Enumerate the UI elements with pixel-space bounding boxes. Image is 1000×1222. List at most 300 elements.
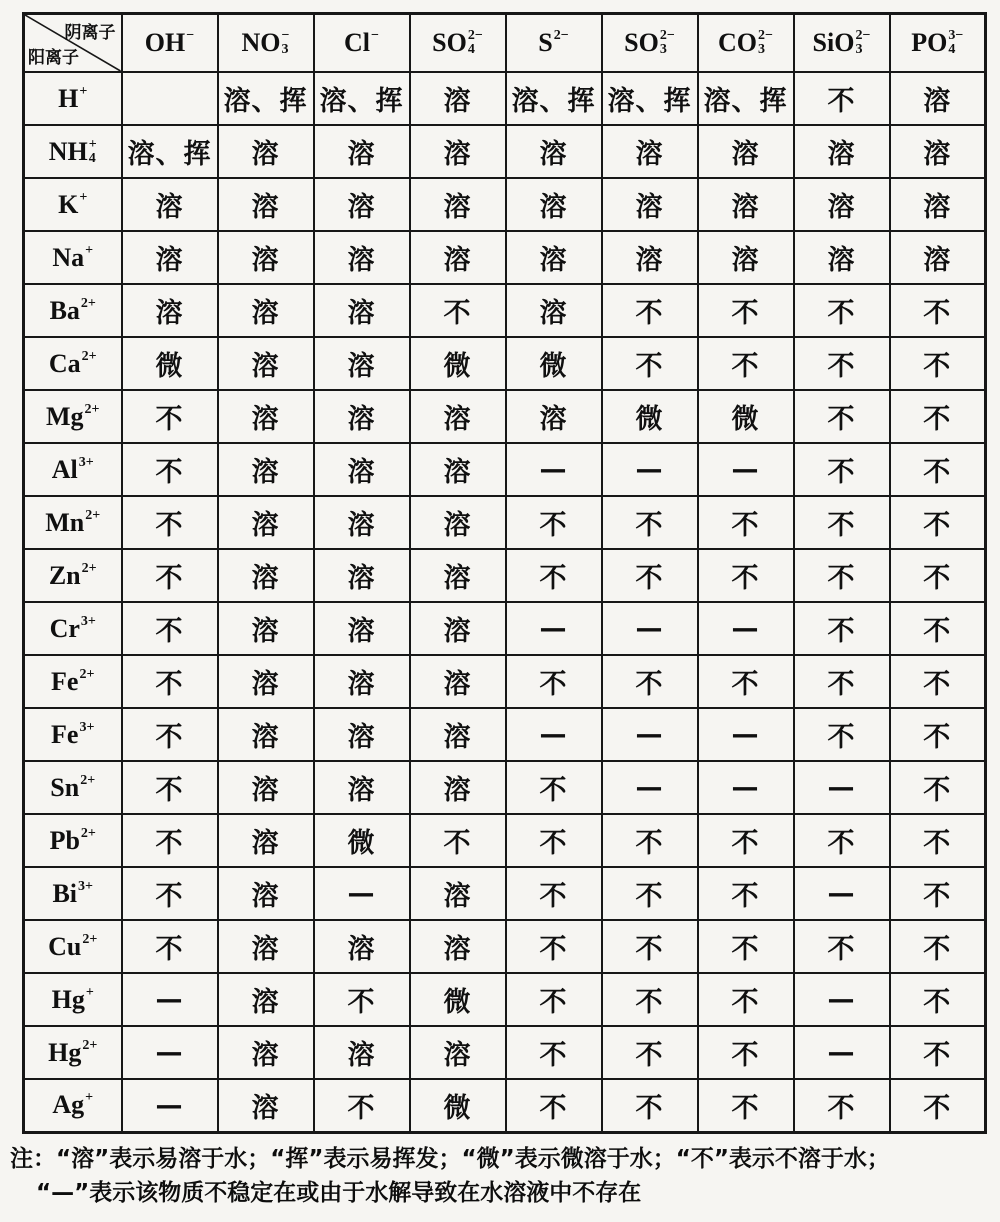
solubility-cell: [218, 920, 314, 973]
cation-axis-label: 阳离子: [28, 48, 79, 68]
solubility-value: 溶: [251, 669, 280, 700]
solubility-cell: [602, 814, 698, 867]
ion-formula: Hg +: [51, 984, 94, 1014]
cation-header: [24, 708, 122, 761]
solubility-cell: [506, 549, 602, 602]
solubility-value: 溶: [347, 457, 376, 488]
cation-header: [24, 814, 122, 867]
solubility-cell: [218, 708, 314, 761]
cation-row: [24, 867, 986, 920]
solubility-cell: [890, 125, 986, 178]
solubility-cell: [218, 602, 314, 655]
solubility-cell: [890, 1026, 986, 1079]
cation-header: [24, 284, 122, 337]
solubility-value: —: [731, 613, 760, 644]
solubility-value: 不: [635, 510, 664, 541]
solubility-value: 溶: [539, 404, 568, 435]
solubility-value: 不: [923, 510, 952, 541]
solubility-cell: [794, 973, 890, 1026]
solubility-value: —: [827, 878, 856, 909]
solubility-cell: [602, 973, 698, 1026]
solubility-cell: [122, 814, 218, 867]
solubility-value: 溶: [443, 775, 472, 806]
solubility-value: 溶、挥: [127, 139, 212, 170]
solubility-cell: [506, 443, 602, 496]
solubility-cell: [698, 178, 794, 231]
solubility-cell: [794, 284, 890, 337]
anion-header: [506, 14, 602, 73]
solubility-value: 不: [635, 563, 664, 594]
solubility-value: —: [827, 772, 856, 803]
corner-cell: [24, 14, 122, 73]
solubility-cell: [410, 72, 506, 125]
ion-formula: CO 2− 3: [718, 28, 773, 57]
solubility-value: 溶: [827, 245, 856, 276]
solubility-value: 溶: [251, 987, 280, 1018]
solubility-value: 不: [155, 563, 184, 594]
solubility-cell: [890, 920, 986, 973]
solubility-cell: [794, 390, 890, 443]
solubility-cell: [698, 920, 794, 973]
solubility-value: 溶: [155, 192, 184, 223]
solubility-cell: [890, 549, 986, 602]
solubility-cell: [218, 549, 314, 602]
solubility-value: 微: [443, 351, 472, 382]
solubility-cell: [410, 390, 506, 443]
solubility-value: 不: [539, 669, 568, 700]
solubility-value: 溶: [923, 192, 952, 223]
solubility-cell: [122, 390, 218, 443]
solubility-value: —: [731, 719, 760, 750]
solubility-value: 微: [635, 404, 664, 435]
cation-header: [24, 1026, 122, 1079]
solubility-cell: [218, 1026, 314, 1079]
solubility-value: 微: [539, 351, 568, 382]
solubility-value: 溶: [347, 563, 376, 594]
solubility-value: 溶: [443, 881, 472, 912]
cation-row: [24, 496, 986, 549]
solubility-value: 溶: [251, 351, 280, 382]
solubility-cell: [314, 549, 410, 602]
solubility-cell: [122, 125, 218, 178]
solubility-value: 溶、挥: [319, 86, 404, 117]
cation-header: [24, 602, 122, 655]
solubility-value: 不: [635, 351, 664, 382]
solubility-cell: [602, 708, 698, 761]
solubility-cell: [506, 337, 602, 390]
solubility-cell: [602, 761, 698, 814]
solubility-value: 溶: [635, 139, 664, 170]
solubility-value: 不: [923, 828, 952, 859]
ion-formula: PO 3− 4: [911, 28, 964, 57]
anion-header: [602, 14, 698, 73]
solubility-cell: [794, 549, 890, 602]
solubility-value: —: [635, 772, 664, 803]
solubility-cell: [890, 178, 986, 231]
anion-header: [122, 14, 218, 73]
solubility-value: 溶: [539, 298, 568, 329]
solubility-value: 不: [827, 404, 856, 435]
solubility-cell: [698, 602, 794, 655]
footnote-line1: 注：“溶”表示易溶于水；“挥”表示易挥发；“微”表示微溶于水；“不”表示不溶于水；: [10, 1146, 890, 1172]
solubility-value: 不: [923, 934, 952, 965]
solubility-cell: [602, 496, 698, 549]
solubility-cell: [314, 602, 410, 655]
cation-header: [24, 549, 122, 602]
solubility-value: 不: [731, 563, 760, 594]
solubility-value: 溶: [731, 245, 760, 276]
solubility-cell: [602, 1079, 698, 1132]
solubility-cell: [506, 125, 602, 178]
solubility-value: 溶: [155, 245, 184, 276]
solubility-cell: [602, 72, 698, 125]
solubility-value: 不: [827, 722, 856, 753]
solubility-value: 溶: [827, 139, 856, 170]
solubility-cell: [122, 231, 218, 284]
cation-row: [24, 920, 986, 973]
solubility-value: 溶: [251, 457, 280, 488]
solubility-value: 不: [731, 298, 760, 329]
solubility-value: 不: [539, 881, 568, 912]
ion-formula: Al 3+: [51, 454, 94, 484]
solubility-cell: [314, 284, 410, 337]
solubility-value: 微: [731, 404, 760, 435]
ion-formula: Ca 2+: [48, 348, 97, 378]
solubility-value: 溶: [251, 616, 280, 647]
solubility-cell: [314, 973, 410, 1026]
solubility-value: 微: [443, 987, 472, 1018]
cation-row: [24, 72, 986, 125]
solubility-value: 溶: [347, 245, 376, 276]
solubility-cell: [218, 496, 314, 549]
solubility-cell: [890, 443, 986, 496]
solubility-value: 溶、挥: [703, 86, 788, 117]
ion-formula: Zn 2+: [48, 560, 97, 590]
solubility-value: 不: [731, 669, 760, 700]
solubility-value: 不: [923, 563, 952, 594]
anion-axis-label: 阴离子: [64, 23, 116, 43]
solubility-cell: [698, 337, 794, 390]
solubility-cell: [314, 443, 410, 496]
solubility-value: 不: [923, 775, 952, 806]
solubility-value: 不: [155, 510, 184, 541]
solubility-value: 不: [827, 351, 856, 382]
solubility-cell: [122, 178, 218, 231]
solubility-value: 溶: [251, 722, 280, 753]
solubility-cell: [314, 1026, 410, 1079]
solubility-cell: [218, 443, 314, 496]
solubility-value: 不: [827, 510, 856, 541]
solubility-value: 溶: [923, 139, 952, 170]
solubility-cell: [890, 602, 986, 655]
cation-row: [24, 549, 986, 602]
solubility-value: 不: [923, 1040, 952, 1071]
ion-formula: NH + 4: [48, 136, 97, 166]
ion-formula: Na +: [52, 242, 94, 272]
solubility-value: 溶: [443, 457, 472, 488]
solubility-value: —: [155, 1089, 184, 1121]
solubility-value: 不: [827, 828, 856, 859]
solubility-cell: [698, 761, 794, 814]
cation-header: [24, 178, 122, 231]
cation-header: [24, 867, 122, 920]
solubility-cell: [794, 496, 890, 549]
solubility-value: 不: [539, 510, 568, 541]
cation-row: [24, 1079, 986, 1132]
solubility-cell: [218, 655, 314, 708]
cation-header: [24, 390, 122, 443]
solubility-value: 不: [731, 828, 760, 859]
solubility-value: 不: [731, 1040, 760, 1071]
solubility-value: 不: [827, 563, 856, 594]
anion-header: [410, 14, 506, 73]
solubility-value: 不: [635, 987, 664, 1018]
solubility-value: 不: [539, 1040, 568, 1071]
solubility-cell: [794, 1079, 890, 1132]
ion-formula: NO − 3: [241, 28, 290, 57]
solubility-cell: [122, 761, 218, 814]
solubility-cell: [314, 125, 410, 178]
solubility-value: 溶: [443, 934, 472, 965]
solubility-cell: [314, 1079, 410, 1132]
solubility-value: 溶: [539, 192, 568, 223]
cation-row: [24, 973, 986, 1026]
solubility-value: 不: [923, 404, 952, 435]
solubility-value: 溶: [443, 616, 472, 647]
solubility-value: 不: [923, 616, 952, 647]
solubility-cell: [122, 443, 218, 496]
solubility-cell: [794, 761, 890, 814]
cation-row: [24, 337, 986, 390]
cation-row: [24, 761, 986, 814]
solubility-cell: [410, 231, 506, 284]
solubility-value: 溶: [347, 616, 376, 647]
solubility-value: 不: [731, 987, 760, 1018]
solubility-value: 不: [731, 351, 760, 382]
solubility-cell: [602, 549, 698, 602]
cation-header: [24, 337, 122, 390]
anion-header: [218, 14, 314, 73]
solubility-value: 不: [635, 669, 664, 700]
solubility-value: 不: [155, 457, 184, 488]
solubility-cell: [314, 655, 410, 708]
solubility-cell: [218, 814, 314, 867]
solubility-cell: [506, 920, 602, 973]
solubility-value: 溶: [443, 722, 472, 753]
solubility-value: 不: [827, 298, 856, 329]
solubility-value: 不: [635, 828, 664, 859]
ion-formula: Mn 2+: [45, 507, 101, 537]
solubility-value: 不: [923, 881, 952, 912]
cation-header: [24, 231, 122, 284]
solubility-cell: [122, 708, 218, 761]
solubility-value: —: [827, 1037, 856, 1068]
solubility-cell: [314, 708, 410, 761]
solubility-value: 不: [923, 669, 952, 700]
solubility-value: 溶: [251, 510, 280, 541]
cation-header: [24, 920, 122, 973]
solubility-cell: [506, 284, 602, 337]
solubility-table: [22, 12, 987, 1134]
solubility-cell: [410, 973, 506, 1026]
solubility-cell: [794, 708, 890, 761]
solubility-cell: [122, 867, 218, 920]
solubility-value: 微: [443, 1092, 472, 1124]
ion-formula: Hg 2+: [48, 1037, 98, 1067]
solubility-cell: [890, 708, 986, 761]
solubility-cell: [890, 496, 986, 549]
cation-header: [24, 761, 122, 814]
solubility-value: 不: [731, 1092, 760, 1124]
ion-formula: Ag +: [52, 1090, 94, 1120]
solubility-cell: [314, 920, 410, 973]
solubility-value: 溶: [827, 192, 856, 223]
solubility-cell: [506, 1079, 602, 1132]
solubility-value: 溶: [251, 1040, 280, 1071]
solubility-cell: [122, 284, 218, 337]
ion-formula: Cr 3+: [49, 613, 96, 643]
solubility-value: 溶: [635, 245, 664, 276]
solubility-cell: [602, 337, 698, 390]
solubility-value: 溶: [347, 351, 376, 382]
solubility-cell: [410, 496, 506, 549]
anion-header: [890, 14, 986, 73]
solubility-cell: [794, 231, 890, 284]
cation-row: [24, 814, 986, 867]
solubility-cell: [602, 178, 698, 231]
solubility-cell: [410, 655, 506, 708]
solubility-cell: [314, 814, 410, 867]
solubility-cell: [218, 1079, 314, 1132]
solubility-value: 溶: [443, 192, 472, 223]
solubility-value: —: [539, 719, 568, 750]
solubility-cell: [410, 284, 506, 337]
solubility-cell: [506, 178, 602, 231]
solubility-cell: [506, 814, 602, 867]
solubility-value: 溶: [923, 245, 952, 276]
solubility-value: 不: [539, 775, 568, 806]
solubility-cell: [122, 549, 218, 602]
ion-formula: Mg 2+: [45, 401, 100, 431]
solubility-cell: [890, 814, 986, 867]
solubility-value: 溶: [347, 775, 376, 806]
solubility-cell: [698, 390, 794, 443]
solubility-value: 溶: [731, 192, 760, 223]
solubility-cell: [410, 1079, 506, 1132]
table-body: [24, 72, 986, 1132]
solubility-value: 不: [539, 828, 568, 859]
cation-row: [24, 390, 986, 443]
solubility-cell: [506, 1026, 602, 1079]
solubility-cell: [602, 867, 698, 920]
solubility-value: 不: [155, 669, 184, 700]
solubility-value: 不: [827, 616, 856, 647]
solubility-value: 不: [827, 86, 856, 117]
solubility-cell: [506, 231, 602, 284]
solubility-cell: [794, 125, 890, 178]
solubility-cell: [410, 549, 506, 602]
ion-formula: Pb 2+: [49, 825, 96, 855]
solubility-value: —: [731, 772, 760, 803]
solubility-value: 溶: [347, 404, 376, 435]
solubility-value: 不: [347, 987, 376, 1018]
solubility-cell: [506, 602, 602, 655]
solubility-cell: [794, 655, 890, 708]
solubility-cell: [890, 390, 986, 443]
solubility-value: 不: [539, 934, 568, 965]
solubility-value: 不: [155, 722, 184, 753]
cation-row: [24, 284, 986, 337]
solubility-value: 溶: [251, 563, 280, 594]
solubility-cell: [698, 284, 794, 337]
solubility-cell: [698, 708, 794, 761]
solubility-value: 溶: [443, 404, 472, 435]
cation-header: [24, 72, 122, 125]
solubility-cell: [602, 231, 698, 284]
solubility-value: 不: [155, 616, 184, 647]
anion-header: [698, 14, 794, 73]
solubility-cell: [794, 337, 890, 390]
solubility-value: 溶: [443, 563, 472, 594]
solubility-cell: [122, 496, 218, 549]
solubility-cell: [410, 814, 506, 867]
ion-formula: Sn 2+: [50, 772, 96, 802]
ion-formula: OH −: [144, 28, 195, 57]
cation-header: [24, 973, 122, 1026]
solubility-cell: [890, 655, 986, 708]
ion-formula: Fe 3+: [51, 719, 95, 749]
solubility-value: 微: [155, 351, 184, 382]
solubility-cell: [698, 814, 794, 867]
solubility-value: 溶: [347, 669, 376, 700]
solubility-cell: [794, 814, 890, 867]
cation-row: [24, 708, 986, 761]
solubility-cell: [794, 920, 890, 973]
solubility-cell: [602, 920, 698, 973]
solubility-value: 溶、挥: [511, 86, 596, 117]
solubility-cell: [698, 496, 794, 549]
solubility-value: —: [635, 719, 664, 750]
solubility-cell: [218, 125, 314, 178]
solubility-value: 不: [923, 351, 952, 382]
solubility-value: 溶、挥: [607, 86, 692, 117]
solubility-cell: [218, 231, 314, 284]
solubility-cell: [218, 390, 314, 443]
solubility-value: —: [155, 1037, 184, 1068]
solubility-cell: [314, 761, 410, 814]
solubility-value: 不: [923, 987, 952, 1018]
solubility-value: —: [635, 613, 664, 644]
ion-formula: Cu 2+: [48, 931, 98, 961]
solubility-cell: [698, 867, 794, 920]
solubility-cell: [218, 337, 314, 390]
solubility-cell: [890, 231, 986, 284]
solubility-cell: [122, 602, 218, 655]
solubility-cell: [410, 337, 506, 390]
solubility-cell: [890, 973, 986, 1026]
solubility-cell: [890, 337, 986, 390]
solubility-value: —: [539, 613, 568, 644]
solubility-value: 溶: [539, 245, 568, 276]
solubility-cell: [410, 602, 506, 655]
solubility-cell: [410, 761, 506, 814]
solubility-value: 溶: [347, 192, 376, 223]
cation-header: [24, 125, 122, 178]
solubility-cell: [314, 867, 410, 920]
solubility-cell: [602, 443, 698, 496]
solubility-cell: [410, 125, 506, 178]
solubility-value: 不: [827, 669, 856, 700]
